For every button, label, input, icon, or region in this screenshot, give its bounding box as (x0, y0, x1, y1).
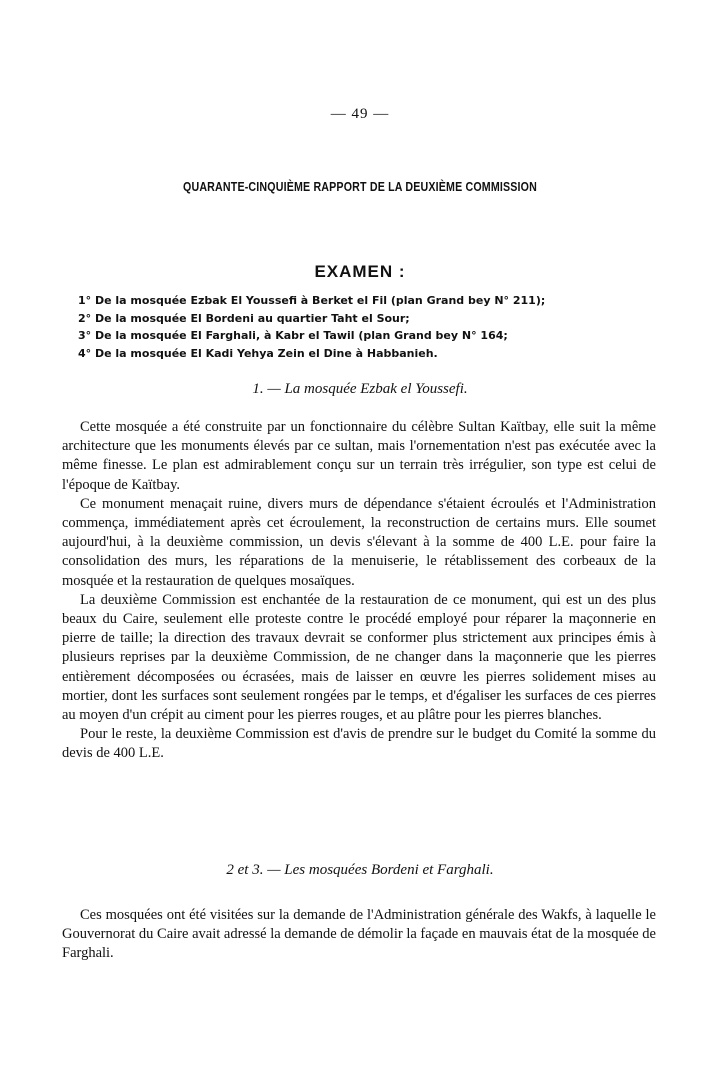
list-item: 2° De la mosquée El Bordeni au quartier Taht el Sour; (78, 311, 410, 325)
section-body-ezbak (62, 418, 656, 764)
list-item: 3° De la mosquée El Farghali, à Kabr el Tawil (plan Grand bey N° 164; (78, 329, 508, 342)
examination-list (78, 292, 658, 362)
paragraph: Ces mosquées ont été visitées sur la demande de l'Administration générale des Wakfs, à laquelle le Gouvernorat du Caire avait adressé la demande de démolir la façade en mauvais état de la mosquée de Farghali. (62, 907, 656, 962)
paragraph: Ce monument menaçait ruine, divers murs de dépendance s'étaient écroulés et l'Administration commença, immédiatement après cet écroulement, la reconstruction de certains murs. Elle soumet aujourd'hui, à la deuxième commission, un devis s'élevant à la somme de 400 L.E. pour faire la consolidation des murs, les réparations de la menuiserie, le rétablissement des corbeaux de la mosquée et la restauration de quelques mosaïques. (62, 495, 656, 589)
page-number: — 49 — (330, 106, 390, 122)
section-title-bordeni-farghali: 2 et 3. — Les mosquées Bordeni et Farghali. (226, 862, 494, 878)
section-title-ezbak: 1. — La mosquée Ezbak el Youssefi. (252, 381, 468, 397)
paragraph: La deuxième Commission est enchantée de la restauration de ce monument, qui est un des plus beaux du Caire, seulement elle proteste contre le procédé employé pour réparer la maçonnerie en pierre de taille; la direction des travaux devrait se conformer plus strictement aux principes émis à plusieurs reprises par la deuxième Commission, de ne changer dans la maçonnerie que les pierres entièrement décomposées ou écrasées, mais de laisser en œuvre les pierres solidement mises au mortier, dont les surfaces sont seulement rongées par le temps, et d'égaliser les surfaces de ces pierres au moyen d'un crépit au ciment pour les pierres rouges, et au plâtre pour les pierres blanches. (62, 591, 656, 724)
section-body-bordeni-farghali (62, 906, 656, 964)
list-item: 1° De la mosquée Ezbak El Youssefi à Berket el Fil (plan Grand bey N° 211); (78, 294, 546, 307)
examen-heading: EXAMEN : (314, 262, 406, 281)
report-title: QUARANTE-CINQUIÈME RAPPORT DE LA DEUXIÈME COMMISSION (182, 179, 538, 194)
paragraph: Pour le reste, la deuxième Commission est d'avis de prendre sur le budget du Comité la somme du devis de 400 L.E. (62, 726, 656, 762)
list-item: 4° De la mosquée El Kadi Yehya Zein el Dine à Habbanieh. (78, 346, 438, 360)
paragraph: Cette mosquée a été construite par un fonctionnaire du célèbre Sultan Kaïtbay, elle suit la même architecture que les monuments élevés par ce sultan, mais l'ornementation n'est pas exécutée avec la même finesse. Le plan est admirablement conçu sur un terrain très irrégulier, son type est celui de l'époque de Kaïtbay. (62, 419, 656, 493)
